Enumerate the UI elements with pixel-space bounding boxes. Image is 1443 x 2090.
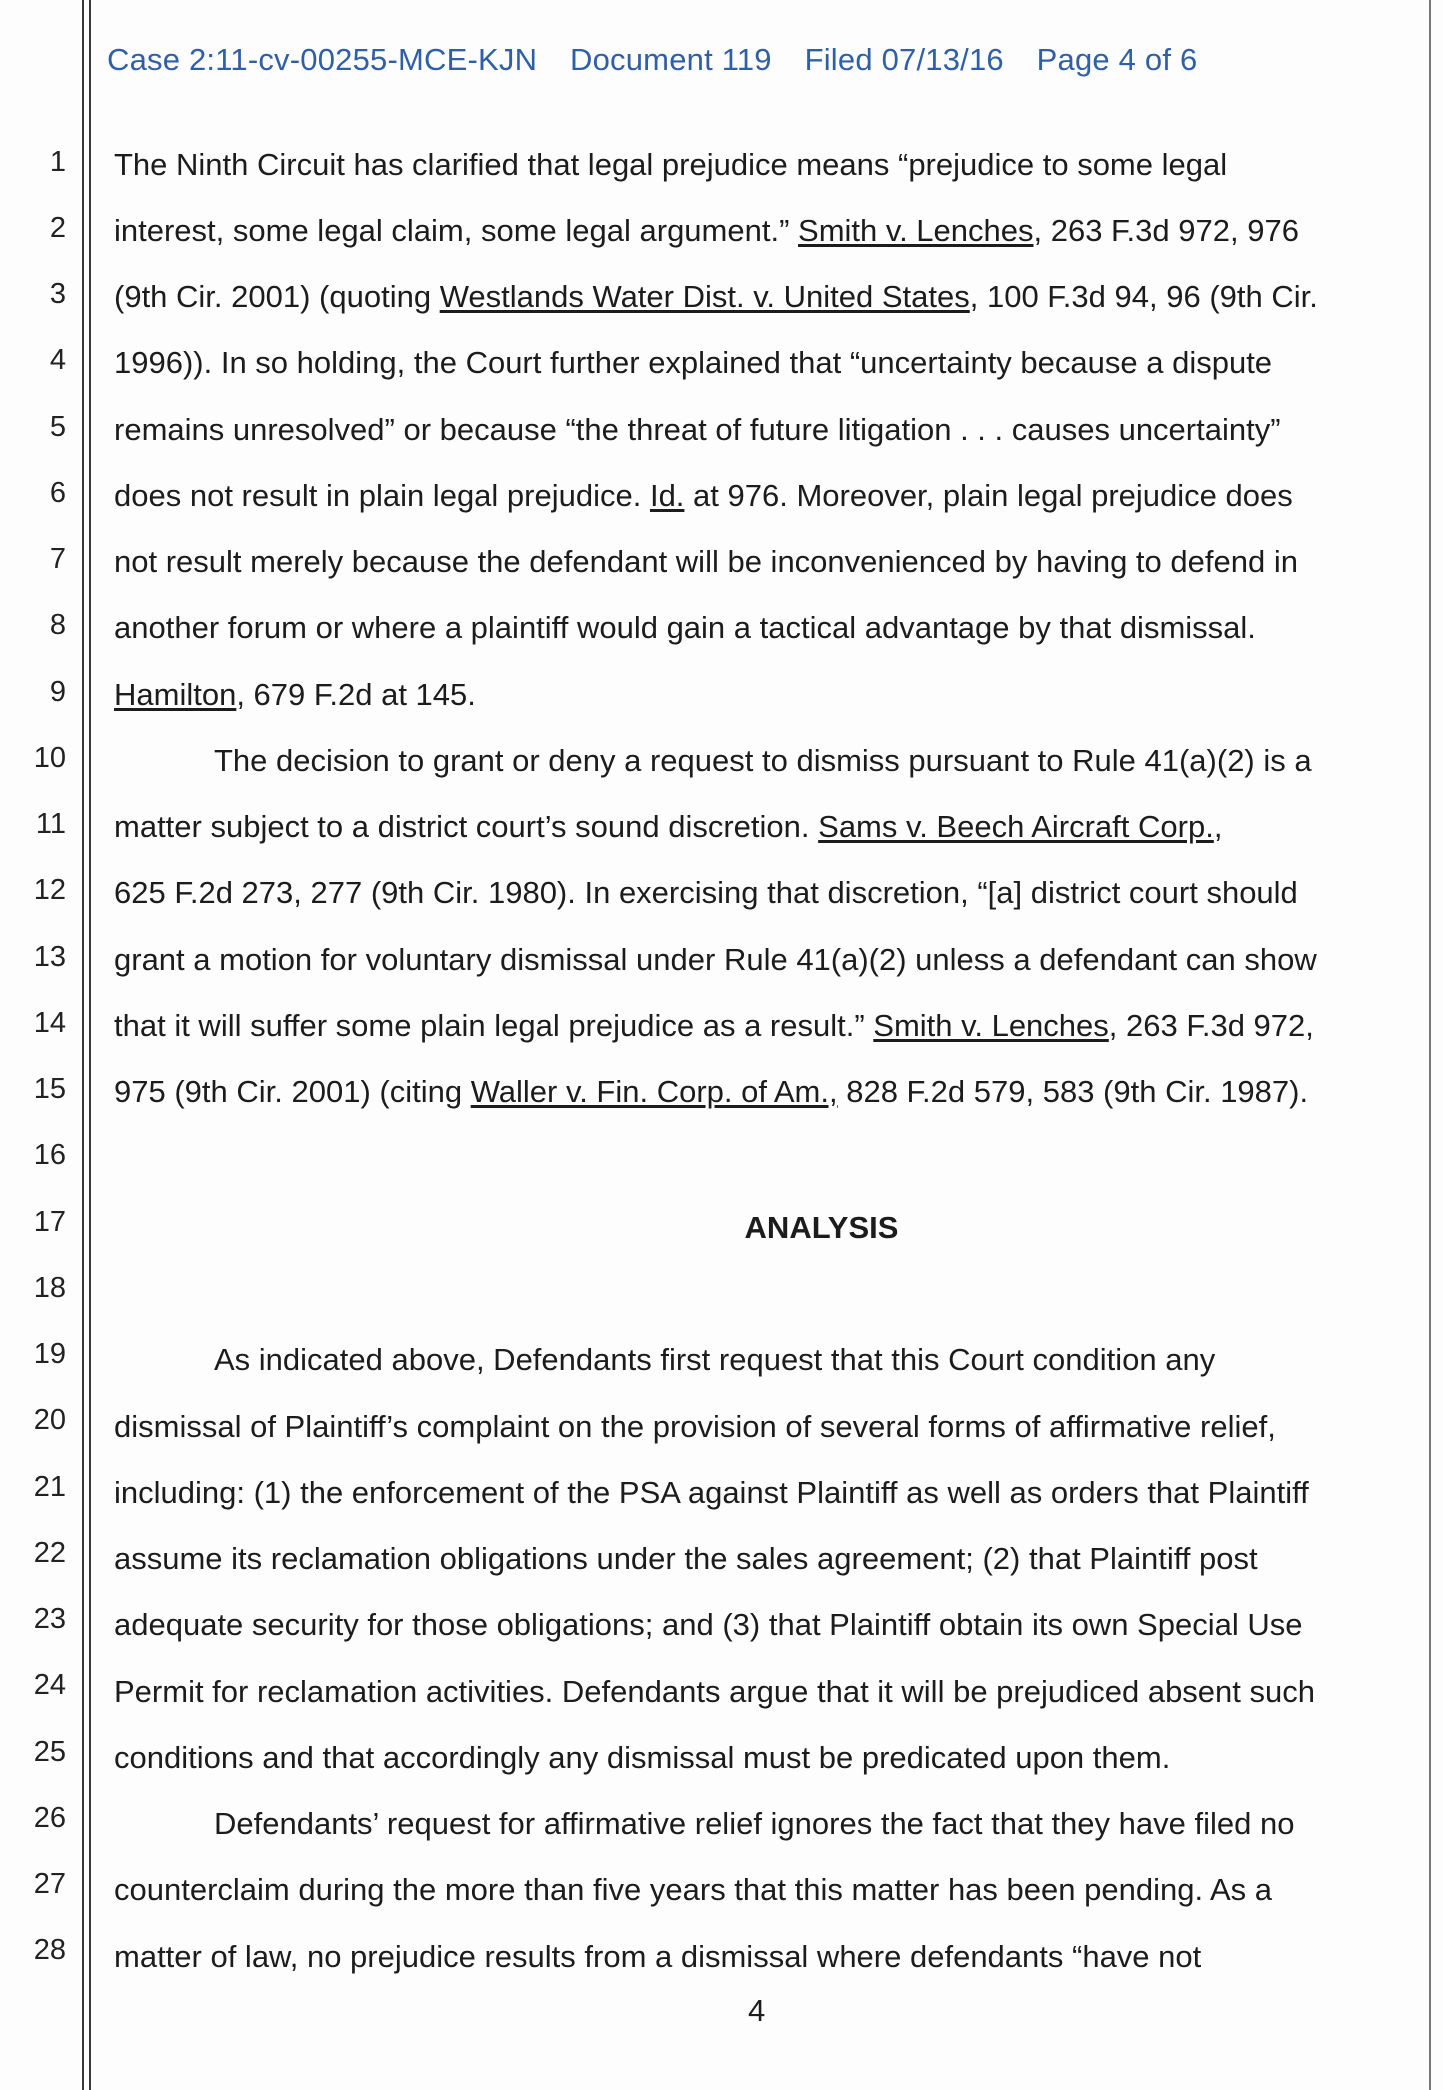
case-header bbox=[107, 42, 1221, 78]
case-citation: Hamilton bbox=[114, 677, 237, 712]
case-number: Case 2:11-cv-00255-MCE-KJN bbox=[107, 42, 538, 77]
line-number: 27 bbox=[33, 1868, 66, 1900]
line-number: 3 bbox=[49, 278, 66, 310]
text-run: 975 (9th Cir. 2001) (citing bbox=[114, 1074, 471, 1109]
text-run: remains unresolved” or because “the threat of future litigation . . . causes uncertainty” bbox=[114, 412, 1281, 447]
left-margin-rule-outer bbox=[82, 0, 84, 2090]
text-run: adequate security for those obligations; and (3) that Plaintiff obtain its own Special Use bbox=[114, 1607, 1303, 1642]
line-number: 22 bbox=[33, 1537, 66, 1569]
text-line bbox=[114, 1607, 1302, 1643]
line-number: 5 bbox=[49, 411, 66, 443]
line-number: 24 bbox=[33, 1669, 66, 1701]
text-run: , 679 F.2d at 145. bbox=[236, 677, 476, 712]
line-number: 10 bbox=[33, 742, 66, 774]
right-margin-rule bbox=[1429, 0, 1431, 2090]
page-number: 4 bbox=[748, 1993, 766, 2028]
line-number: 14 bbox=[33, 1007, 66, 1039]
line-number: 18 bbox=[33, 1272, 66, 1304]
text-line bbox=[114, 677, 476, 713]
text-line bbox=[114, 1872, 1272, 1908]
text-run: at 976. Moreover, plain legal prejudice does bbox=[684, 478, 1293, 513]
line-number: 13 bbox=[33, 941, 66, 973]
text-line bbox=[114, 279, 1318, 315]
case-citation: Waller v. Fin. Corp. of Am., bbox=[470, 1074, 838, 1109]
line-number: 19 bbox=[33, 1338, 66, 1370]
text-line bbox=[114, 147, 1227, 183]
line-number: 15 bbox=[33, 1073, 66, 1105]
text-run: , 263 F.3d 972, bbox=[1108, 1008, 1314, 1043]
line-number: 23 bbox=[33, 1603, 66, 1635]
text-line bbox=[114, 544, 1298, 580]
text-line bbox=[114, 1074, 1308, 1110]
text-run: Defendants’ request for affirmative relief ignores the fact that they have filed no bbox=[214, 1806, 1295, 1841]
line-number: 11 bbox=[35, 808, 66, 840]
text-run: that it will suffer some plain legal prejudice as a result.” bbox=[114, 1008, 874, 1043]
line-number: 12 bbox=[33, 874, 66, 906]
text-run: not result merely because the defendant will be inconvenienced by having to defend in bbox=[114, 544, 1298, 579]
text-line bbox=[214, 743, 1312, 779]
text-line bbox=[114, 1475, 1309, 1511]
line-number: 6 bbox=[49, 477, 66, 509]
case-citation: Smith v. Lenches bbox=[798, 213, 1034, 248]
line-number: 21 bbox=[33, 1471, 66, 1503]
text-run: 625 F.2d 273, 277 (9th Cir. 1980). In exercising that discretion, “[a] district court should bbox=[114, 875, 1298, 910]
line-number: 28 bbox=[33, 1934, 66, 1966]
case-citation: Sams v. Beech Aircraft Corp. bbox=[818, 809, 1214, 844]
text-line bbox=[114, 610, 1256, 646]
text-run: The decision to grant or deny a request to dismiss pursuant to Rule 41(a)(2) is a bbox=[214, 743, 1312, 778]
text-run: another forum or where a plaintiff would gain a tactical advantage by that dismissal. bbox=[114, 610, 1256, 645]
text-run: As indicated above, Defendants first request that this Court condition any bbox=[214, 1342, 1216, 1377]
line-number: 20 bbox=[33, 1404, 66, 1436]
text-line bbox=[114, 1008, 1314, 1044]
line-number: 16 bbox=[33, 1139, 66, 1171]
text-run: dismissal of Plaintiff’s complaint on the provision of several forms of affirmative relief, bbox=[114, 1409, 1276, 1444]
text-run: conditions and that accordingly any dismissal must be predicated upon them. bbox=[114, 1740, 1171, 1775]
text-run: assume its reclamation obligations under the sales agreement; (2) that Plaintiff post bbox=[114, 1541, 1258, 1576]
text-line bbox=[114, 1939, 1201, 1975]
text-run: grant a motion for voluntary dismissal under Rule 41(a)(2) unless a defendant can show bbox=[114, 942, 1317, 977]
text-run: Permit for reclamation activities. Defendants argue that it will be prejudiced absent such bbox=[114, 1674, 1315, 1709]
text-line bbox=[114, 478, 1293, 514]
text-line bbox=[114, 809, 1222, 845]
line-number: 17 bbox=[33, 1206, 66, 1238]
section-heading: ANALYSIS bbox=[744, 1210, 899, 1245]
case-citation: Westlands Water Dist. v. United States bbox=[439, 279, 970, 314]
text-run: The Ninth Circuit has clarified that legal prejudice means “prejudice to some legal bbox=[114, 147, 1228, 182]
text-line bbox=[114, 1409, 1276, 1445]
text-line bbox=[114, 412, 1281, 448]
line-number: 7 bbox=[49, 543, 66, 575]
page-of: Page 4 of 6 bbox=[1036, 42, 1198, 77]
case-citation: Smith v. Lenches bbox=[873, 1008, 1109, 1043]
text-run: , 100 F.3d 94, 96 (9th Cir. bbox=[969, 279, 1318, 314]
text-line bbox=[114, 345, 1272, 381]
text-run: matter of law, no prejudice results from a dismissal where defendants “have not bbox=[114, 1939, 1202, 1974]
line-number: 8 bbox=[49, 609, 66, 641]
text-line bbox=[114, 1541, 1258, 1577]
text-run: counterclaim during the more than five years that this matter has been pending. As a bbox=[114, 1872, 1272, 1907]
line-number: 26 bbox=[33, 1802, 66, 1834]
text-run: , bbox=[1213, 809, 1223, 844]
text-run: interest, some legal claim, some legal argument.” bbox=[114, 213, 799, 248]
text-line bbox=[114, 1674, 1315, 1710]
text-run: , 263 F.3d 972, 976 bbox=[1033, 213, 1299, 248]
left-margin-rule-inner bbox=[89, 0, 91, 2090]
filed-date: Filed 07/13/16 bbox=[804, 42, 1004, 77]
document-number: Document 119 bbox=[570, 42, 772, 77]
text-line bbox=[214, 1806, 1294, 1842]
line-number: 9 bbox=[49, 676, 66, 708]
text-run: does not result in plain legal prejudice. bbox=[114, 478, 650, 513]
text-line bbox=[114, 213, 1299, 249]
text-run: (9th Cir. 2001) (quoting bbox=[114, 279, 440, 314]
line-number: 1 bbox=[49, 146, 66, 178]
text-line bbox=[114, 1740, 1170, 1776]
text-run: matter subject to a district court’s sound discretion. bbox=[114, 809, 819, 844]
line-number: 2 bbox=[49, 212, 66, 244]
text-line bbox=[114, 942, 1317, 978]
text-run: 1996)). In so holding, the Court further explained that “uncertainty because a dispute bbox=[114, 345, 1273, 380]
line-number: 25 bbox=[33, 1736, 66, 1768]
text-run: 828 F.2d 579, 583 (9th Cir. 1987). bbox=[837, 1074, 1309, 1109]
text-line bbox=[114, 875, 1298, 911]
line-number: 4 bbox=[49, 344, 66, 376]
text-line bbox=[214, 1342, 1215, 1378]
case-citation: Id. bbox=[649, 478, 685, 513]
text-run: including: (1) the enforcement of the PSA against Plaintiff as well as orders that Plaintiff bbox=[114, 1475, 1309, 1510]
